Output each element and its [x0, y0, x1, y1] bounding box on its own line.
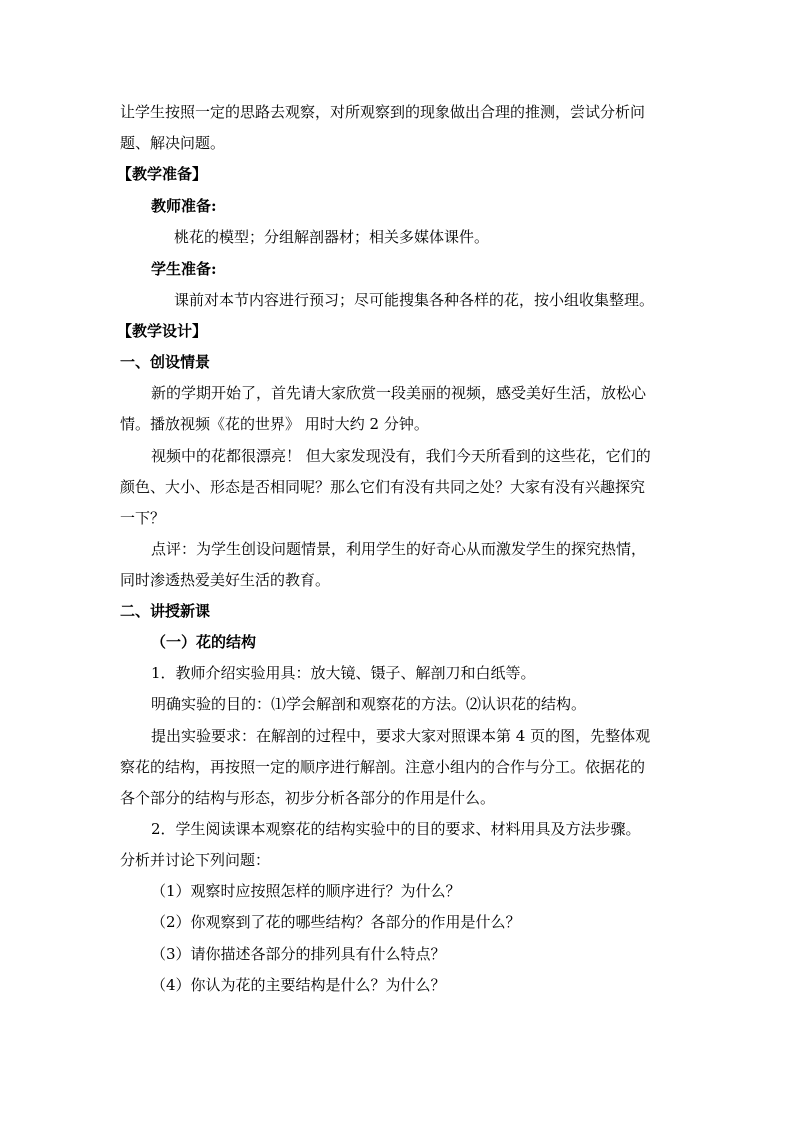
question-item: （2）你观察到了花的哪些结构？各部分的作用是什么？ [151, 913, 521, 931]
section-heading: 二、讲授新课 [120, 602, 211, 620]
paragraph-line: 分析并讨论下列问题： [120, 851, 271, 869]
subsection-heading: （一）花的结构 [151, 633, 257, 651]
paragraph-line: 题、解决问题。 [120, 134, 226, 152]
paragraph-line: 颜色、大小、形态是否相同呢？那么它们有没有共同之处？大家有没有兴趣探究 [120, 478, 646, 496]
paragraph-line: 课前对本节内容进行预习；尽可能搜集各种各样的花，按小组收集整理。 [174, 291, 655, 309]
paragraph-line: 新的学期开始了，首先请大家欣赏一段美丽的视频，感受美好生活，放松心 [151, 384, 647, 402]
paragraph-line: 察花的结构，再按照一定的顺序进行解剖。注意小组内的合作与分工。依据花的 [120, 758, 646, 776]
question-item: （1）观察时应按照怎样的顺序进行？为什么？ [151, 882, 461, 900]
section-heading: 【教学设计】 [117, 322, 208, 340]
section-heading: 一、创设情景 [120, 353, 211, 371]
paragraph-line: 明确实验的目的：⑴学会解剖和观察花的方法。⑵认识花的结构。 [151, 695, 587, 713]
paragraph-line: 2．学生阅读课本观察花的结构实验中的目的要求、材料用具及方法步骤。 [151, 820, 641, 838]
paragraph-line: 1．教师介绍实验用具：放大镜、镊子、解剖刀和白纸等。 [151, 664, 536, 682]
question-item: （3）请你描述各部分的排列具有什么特点？ [151, 945, 446, 963]
paragraph-line: 视频中的花都很漂亮！ 但大家发现没有，我们今天所看到的这些花，它们的 [151, 447, 651, 465]
subsection-heading: 学生准备: [151, 260, 217, 278]
paragraph-line: 让学生按照一定的思路去观察，对所观察到的现象做出合理的推测，尝试分析问 [120, 103, 646, 121]
section-heading: 【教学准备】 [117, 165, 208, 183]
paragraph-line: 提出实验要求：在解剖的过程中，要求大家对照课本第 4 页的图，先整体观 [151, 727, 651, 745]
paragraph-line: 同时渗透热爱美好生活的教育。 [120, 571, 331, 589]
paragraph-line: 情。播放视频《花的世界》 用时大约 2 分钟。 [120, 415, 429, 433]
paragraph-line: 点评：为学生创设问题情景，利用学生的好奇心从而激发学生的探究热情， [151, 540, 647, 558]
paragraph-line: 各个部分的结构与形态，初步分析各部分的作用是什么。 [120, 789, 496, 807]
question-item: （4）你认为花的主要结构是什么？为什么？ [151, 976, 446, 994]
subsection-heading: 教师准备: [151, 197, 217, 215]
paragraph-line: 一下？ [120, 509, 166, 527]
paragraph-line: 桃花的模型；分组解剖器材；相关多媒体课件。 [174, 228, 490, 246]
